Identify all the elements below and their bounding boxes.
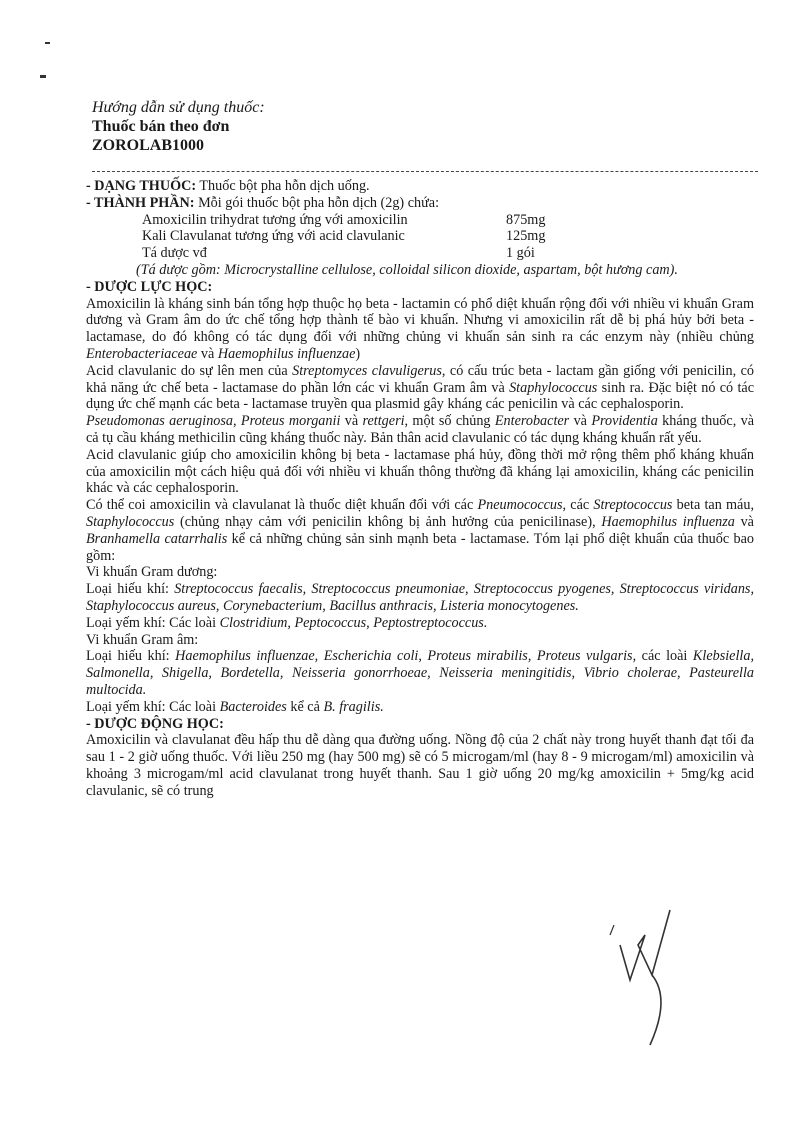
dosage-form	[86, 178, 754, 195]
text-run: Clostridium, Peptococcus, Peptostreptococcus.	[219, 614, 488, 631]
text-run: (chủng nhạy cảm với penicilin không bị ảnh hưởng của penicilinase),	[174, 513, 602, 530]
ingredient-row	[86, 245, 754, 262]
composition-text: Mỗi gói thuốc bột pha hỗn dịch (2g) chứa:	[194, 194, 440, 211]
text-run: Amoxicilin là kháng sinh bán tổng hợp thuộc họ beta - lactamin có phổ diệt khuẩn rộng đối với nhiều vi khuẩn Gram dương và Gram âm do ức chế tổng hợp thành tế bào vi khuẩn. Nhưng vi amoxicilin rất dễ bị phá hủy bởi beta - lactamase, do đó không có tác dụng đối với những chủng vi khuẩn sản sinh ra các enzym này (nhiều chủng	[86, 295, 754, 346]
text-run: Loại yếm khí: Các loài	[86, 614, 220, 631]
text-run: , các	[562, 497, 594, 514]
ingredient-name: Amoxicilin trihydrat tương ứng với amoxicilin	[142, 211, 408, 228]
text-run: Enterobacteriaceae	[86, 345, 198, 362]
text-run: Bacteroides	[219, 698, 287, 715]
header-divider	[92, 171, 758, 172]
document-body	[86, 178, 754, 799]
text-run: kể cả những chủng sản sinh mạnh beta - lactamase. Tóm lại phổ diệt khuẩn của thuốc bao gồm:	[86, 530, 754, 564]
text-run: Streptococcus faecalis, Streptococcus pneumoniae, Streptococcus pyogenes, Streptococcus viridans, Staphylococcus aureus, Corynebacterium, Bacillus anthracis, Listeria monocytogenes.	[86, 581, 754, 614]
document-header	[92, 98, 265, 155]
text-run: và	[734, 513, 754, 530]
text-run: kể cả	[286, 698, 324, 715]
pharmacodynamics-paragraph	[86, 413, 754, 447]
pharmacodynamics-paragraph	[86, 296, 754, 363]
text-run: Haemophilus influenzae, Escherichia coli, Proteus mirabilis, Proteus vulgaris,	[175, 648, 637, 665]
gram-negative-title: Vi khuẩn Gram âm:	[86, 631, 199, 648]
text-run: Staphylococcus	[86, 513, 175, 530]
dosage-form-text: Thuốc bột pha hỗn dịch uống.	[196, 178, 370, 194]
pharmacodynamics-paragraph	[86, 497, 754, 564]
dosage-form-label: - DẠNG THUỐC:	[86, 178, 197, 194]
pharmacodynamics-heading: - DƯỢC LỰC HỌC:	[86, 278, 213, 295]
text-run: Streptomyces clavuligerus	[292, 362, 442, 379]
text-run: beta tan máu,	[672, 497, 754, 514]
header-product-name: ZOROLAB1000	[92, 137, 205, 154]
text-run: )	[355, 345, 361, 362]
ingredient-name: Tá dược vđ	[142, 245, 207, 262]
header-instructions: Hướng dẫn sử dụng thuốc:	[92, 99, 265, 116]
text-run: B. fragilis.	[323, 698, 384, 715]
ingredient-row	[86, 228, 754, 245]
pharmacokinetics-paragraph: Amoxicilin và clavulanat đều hấp thu dễ dàng qua đường uống. Nồng độ của 2 chất này trong huyết thanh đạt tối đa sau 1 - 2 giờ uống thuốc. Với liều 250 mg (hay 500 mg) sẽ có 5 microgam/ml (hay 8 - 9 microgam/ml) amoxicilin và khoảng 3 microgam/ml acid clavulanat trong huyết thanh. Sau 1 giờ uống 20 mg/kg amoxicilin + 5mg/kg acid clavulanic, sẽ có trung	[86, 732, 754, 799]
text-run: Providentia	[591, 413, 658, 430]
text-run: và	[569, 413, 592, 430]
pharmacodynamics-paragraph: Acid clavulanic giúp cho amoxicilin không bị beta - lactamase phá hủy, đồng thời mở rộng thêm phổ kháng khuẩn của amoxicilin một cách hiệu quả đối với nhiều vi khuẩn thông thường đã kháng lại amoxicilin, kháng các penicilin khác và các cephalosporin.	[86, 446, 754, 497]
text-run: và	[340, 413, 363, 430]
ingredient-row	[86, 212, 754, 229]
text-run: sinh ra. Đặc biệt nó có tác dụng ức chế mạnh các beta - lactamase truyền qua plasmid gây kháng các penicilin và các cephalosporin.	[86, 379, 754, 413]
text-run: Có thể coi amoxicilin và clavulanat là thuốc diệt khuẩn đối với các	[86, 497, 478, 514]
text-run: Haemophilus influenza	[601, 513, 735, 530]
text-run: Branhamella catarrhalis	[86, 530, 228, 547]
text-run: Haemophilus influenzae	[217, 345, 356, 362]
text-run: Staphylococcus	[509, 379, 598, 396]
ingredient-name: Kali Clavulanat tương ứng với acid clavulanic	[142, 228, 405, 245]
text-run: Klebsiella, Salmonella, Shigella, Bordetella, Neisseria gonorrhoeae, Neisseria meningitidis, Vibrio cholerae, Pasteurella multocida.	[86, 648, 755, 698]
gram-positive-aerobic	[86, 581, 754, 615]
text-run: rettgeri	[362, 413, 405, 430]
scan-mark	[40, 75, 46, 78]
pharmacodynamics-paragraph	[86, 363, 754, 413]
text-run: , một số chủng	[404, 413, 495, 430]
composition	[86, 195, 754, 212]
gram-negative-anaerobic	[86, 699, 754, 716]
text-run: Streptococcus	[593, 497, 673, 514]
ingredient-qty: 875mg	[506, 211, 546, 228]
scan-mark	[45, 42, 50, 44]
text-run: các loài	[636, 648, 693, 665]
text-run: Enterobacter	[494, 413, 570, 430]
text-run: kháng thuốc, và cả tụ cầu kháng methicilin cũng kháng thuốc này. Bản thân acid clavulanic có tác dụng kháng khuẩn rất yếu.	[86, 413, 754, 446]
text-run: , có cấu trúc beta - lactam gần giống với penicilin, có khả năng ức chế beta - lactamase do phần lớn các vi khuẩn Gram âm và	[86, 362, 755, 396]
text-run: và	[197, 345, 218, 362]
gram-negative-aerobic	[86, 648, 754, 698]
text-run: Loại hiếu khí:	[86, 648, 176, 665]
excipients-note: (Tá dược gồm: Microcrystalline cellulose, colloidal silicon dioxide, aspartam, bột hương cam).	[136, 261, 678, 278]
gram-positive-title: Vi khuẩn Gram dương:	[86, 564, 218, 581]
ingredient-qty: 1 gói	[506, 245, 535, 262]
header-prescription: Thuốc bán theo đơn	[92, 118, 230, 135]
text-run: Pseudomonas aeruginosa, Proteus morganii	[86, 413, 341, 430]
composition-label: - THÀNH PHẦN:	[86, 194, 195, 211]
text-run: Loại hiếu khí:	[86, 581, 175, 598]
ingredient-qty: 125mg	[506, 228, 546, 245]
pharmacokinetics-heading: - DƯỢC ĐỘNG HỌC:	[86, 715, 224, 732]
handwritten-signature	[590, 905, 700, 1055]
text-run: Acid clavulanic do sự lên men của	[86, 362, 293, 379]
text-run: Pneumococcus	[477, 497, 563, 514]
text-run: Loại yếm khí: Các loài	[86, 698, 220, 715]
gram-positive-anaerobic	[86, 615, 754, 632]
